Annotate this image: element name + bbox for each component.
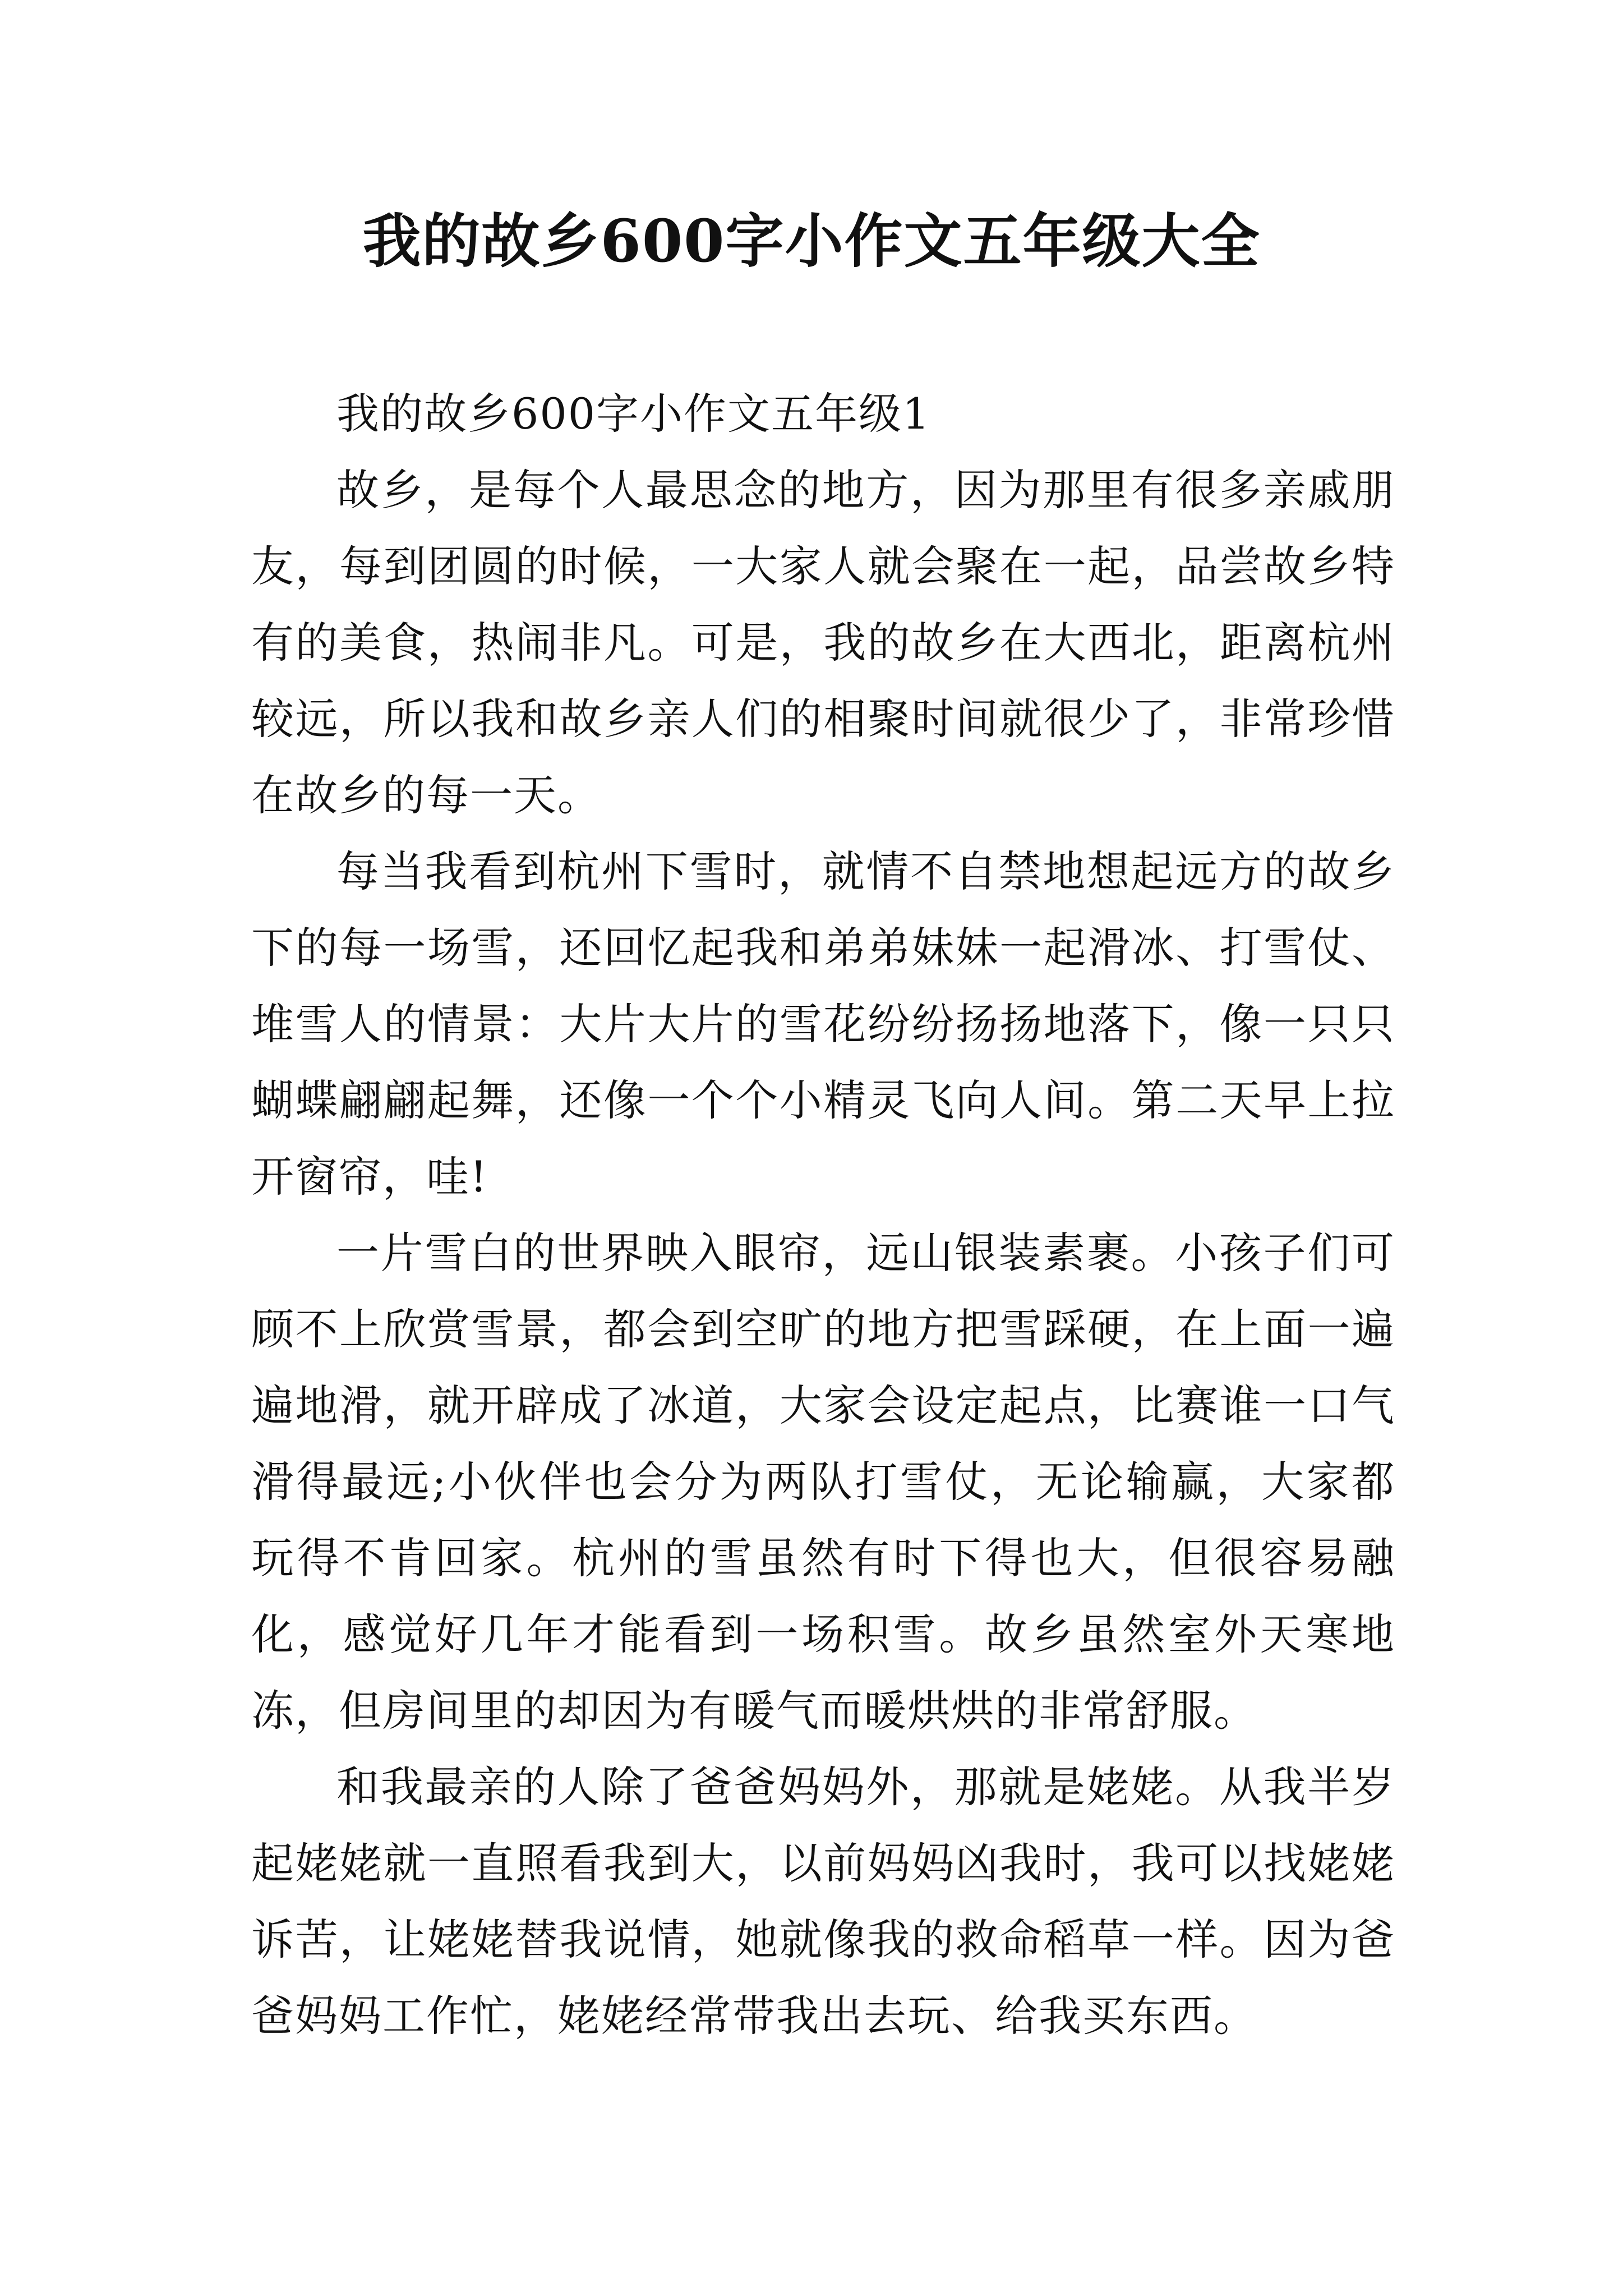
paragraph-2: 每当我看到杭州下雪时，就情不自禁地想起远方的故乡下的每一场雪，还回忆起我和弟弟妹妹一起滑冰、打雪仗、堆雪人的情景：大片大片的雪花纷纷扬扬地落下，像一只只蝴蝶翩翩起舞，还像一个个小精灵飞向人间。第二天早上拉开窗帘，哇!: [251, 846, 1395, 1202]
paragraph-3: 一片雪白的世界映入眼帘，远山银装素裹。小孩子们可顾不上欣赏雪景，都会到空旷的地方把雪踩硬，在上面一遍遍地滑，就开辟成了冰道，大家会设定起点，比赛谁一口气滑得最远;小伙伴也会分为两队打雪仗，无论输赢，大家都玩得不肯回家。杭州的雪虽然有时下得也大，但很容易融化，感觉好几年才能看到一场积雪。故乡虽然室外天寒地冻，但房间里的却因为有暖气而暖烘烘的非常舒服。: [251, 1228, 1395, 1736]
section-heading: 我的故乡600字小作文五年级1: [336, 389, 931, 439]
page-title: 我的故乡600字小作文五年级大全: [362, 206, 1261, 275]
paragraph-1: 故乡，是每个人最思念的地方，因为那里有很多亲戚朋友，每到团圆的时候，一大家人就会聚在一起，品尝故乡特有的美食，热闹非凡。可是，我的故乡在大西北，距离杭州较远，所以我和故乡亲人们的相聚时间就很少了，非常珍惜在故乡的每一天。: [251, 465, 1395, 820]
document-body: [251, 376, 1395, 2054]
paragraph-4: 和我最亲的人除了爸爸妈妈外，那就是姥姥。从我半岁起姥姥就一直照看我到大，以前妈妈凶我时，我可以找姥姥诉苦，让姥姥替我说情，她就像我的救命稻草一样。因为爸爸妈妈工作忙，姥姥经常带我出去玩、给我买东西。: [251, 1762, 1395, 2041]
